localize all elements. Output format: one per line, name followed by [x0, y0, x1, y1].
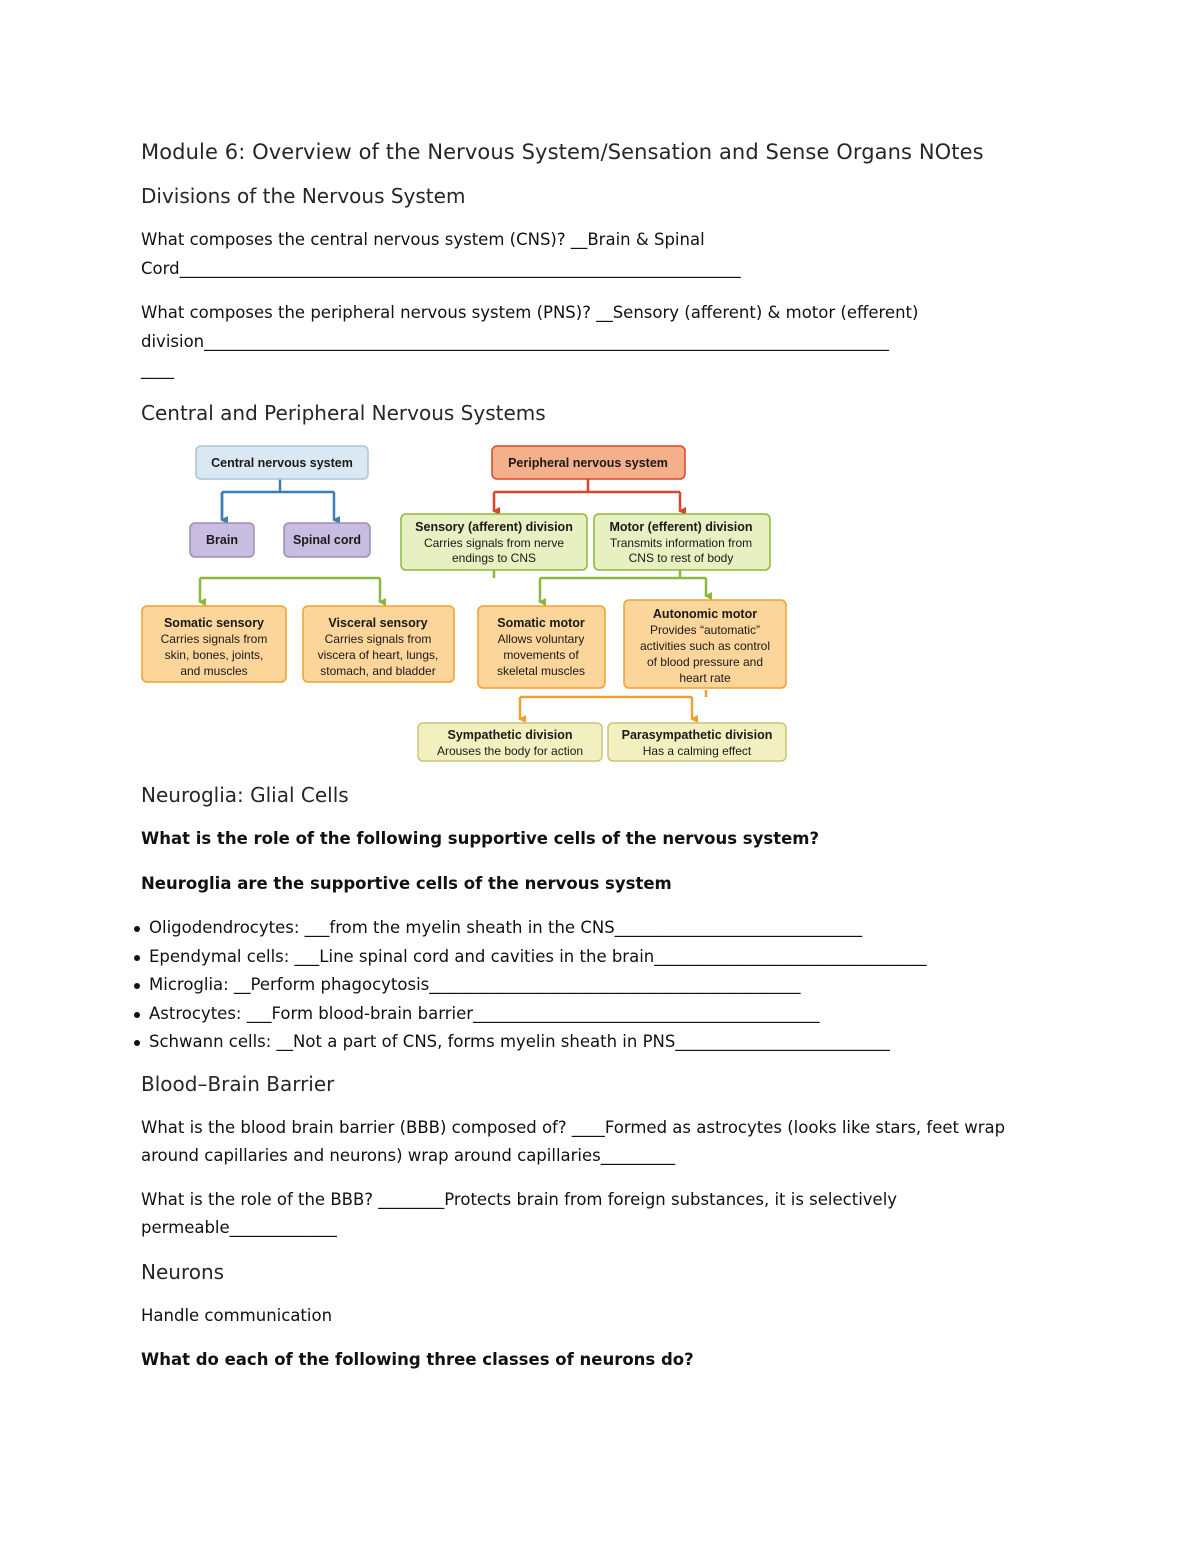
- list-item: Schwann cells: __Not a part of CNS, forms myelin sheath in PNS__________________________: [130, 1028, 927, 1057]
- visceral-sensory-line2: viscera of heart, lungs,: [317, 648, 439, 662]
- glia-statement: Neuroglia are the supportive cells of the nervous system: [141, 874, 672, 893]
- pns-label: Peripheral nervous system: [508, 456, 668, 470]
- neurons-text: Handle communication: [141, 1306, 333, 1325]
- autonomic-motor-line4: heart rate: [679, 671, 731, 685]
- document-title: Module 6: Overview of the Nervous System/Sensation and Sense Organs NOtes: [141, 140, 984, 164]
- pns-connectors: [494, 479, 680, 511]
- bbb-question-2-cont: permeable_____________: [141, 1218, 337, 1237]
- pns-answer-line: division___________________________________________________________________________________: [141, 332, 889, 351]
- somatic-motor-line2: movements of: [503, 648, 579, 662]
- brain-label: Brain: [206, 533, 238, 547]
- list-item: Ependymal cells: ___Line spinal cord and cavities in the brain_________________________________: [130, 943, 927, 972]
- sympathetic-division-title: Sympathetic division: [447, 728, 573, 742]
- motor-division-title: Motor (efferent) division: [609, 520, 753, 534]
- list-item: Astrocytes: ___Form blood-brain barrier__________________________________________: [130, 1000, 927, 1029]
- autonomic-motor-line3: of blood pressure and: [646, 655, 764, 669]
- bbb-question-2: What is the role of the BBB? ________Protects brain from foreign substances, it is selectively: [141, 1190, 898, 1209]
- somatic-sensory-title: Somatic sensory: [163, 616, 265, 630]
- nervous-system-diagram: [138, 440, 798, 770]
- autonomic-motor-line1: Provides “automatic”: [649, 623, 761, 637]
- bbb-question-1-cont: around capillaries and neurons) wrap around capillaries_________: [141, 1146, 676, 1165]
- neurons-question: What do each of the following three classes of neurons do?: [141, 1350, 694, 1369]
- glia-question: What is the role of the following supportive cells of the nervous system?: [141, 829, 820, 848]
- parasympathetic-division-title: Parasympathetic division: [621, 728, 773, 742]
- glia-list: [130, 914, 927, 1057]
- visceral-sensory-line3: stomach, and bladder: [320, 664, 436, 678]
- sensory-division-title: Sensory (afferent) division: [415, 520, 573, 534]
- autonomic-connectors: [520, 690, 706, 719]
- visceral-sensory-line1: Carries signals from: [324, 632, 432, 646]
- section-heading-central-peripheral: Central and Peripheral Nervous Systems: [141, 401, 546, 425]
- cns-connectors: [222, 479, 334, 520]
- visceral-sensory-title: Visceral sensory: [328, 616, 428, 630]
- cns-label: Central nervous system: [211, 456, 353, 470]
- somatic-sensory-line2: skin, bones, joints,: [164, 648, 264, 662]
- somatic-motor-title: Somatic motor: [497, 616, 585, 630]
- section-heading-neurons: Neurons: [141, 1260, 225, 1284]
- somatic-motor-line3: skeletal muscles: [496, 664, 586, 678]
- pns-answer-line-cont: ____: [141, 360, 174, 379]
- spinal-cord-label: Spinal cord: [292, 533, 362, 547]
- bbb-question-1: What is the blood brain barrier (BBB) composed of? ____Formed as astrocytes (looks like stars, feet wrap: [141, 1118, 1006, 1137]
- list-item: Oligodendrocytes: ___from the myelin sheath in the CNS______________________________: [130, 914, 927, 943]
- somatic-sensory-line1: Carries signals from: [160, 632, 268, 646]
- section-heading-divisions: Divisions of the Nervous System: [141, 184, 466, 208]
- motor-division-line1: Transmits information from: [609, 536, 753, 550]
- somatic-motor-line1: Allows voluntary: [497, 632, 585, 646]
- list-item: Microglia: __Perform phagocytosis_____________________________________________: [130, 971, 927, 1000]
- somatic-sensory-line3: and muscles: [180, 664, 248, 678]
- autonomic-motor-title: Autonomic motor: [652, 607, 758, 621]
- autonomic-motor-line2: activities such as control: [639, 639, 771, 653]
- motor-division-line2: CNS to rest of body: [628, 551, 734, 565]
- cns-question: What composes the central nervous system (CNS)? __Brain & Spinal: [141, 230, 705, 249]
- pns-question: What composes the peripheral nervous system (PNS)? __Sensory (afferent) & motor (efferent): [141, 303, 919, 322]
- sympathetic-division-line1: Arouses the body for action: [436, 744, 584, 758]
- sensory-division-line2: endings to CNS: [451, 551, 537, 565]
- sensory-division-line1: Carries signals from nerve: [423, 536, 565, 550]
- cns-answer-line: Cord____________________________________________________________________: [141, 259, 741, 278]
- parasympathetic-division-line1: Has a calming effect: [642, 744, 752, 758]
- division-connectors: [200, 570, 706, 602]
- section-heading-neuroglia: Neuroglia: Glial Cells: [141, 783, 349, 807]
- section-heading-bbb: Blood–Brain Barrier: [141, 1072, 335, 1096]
